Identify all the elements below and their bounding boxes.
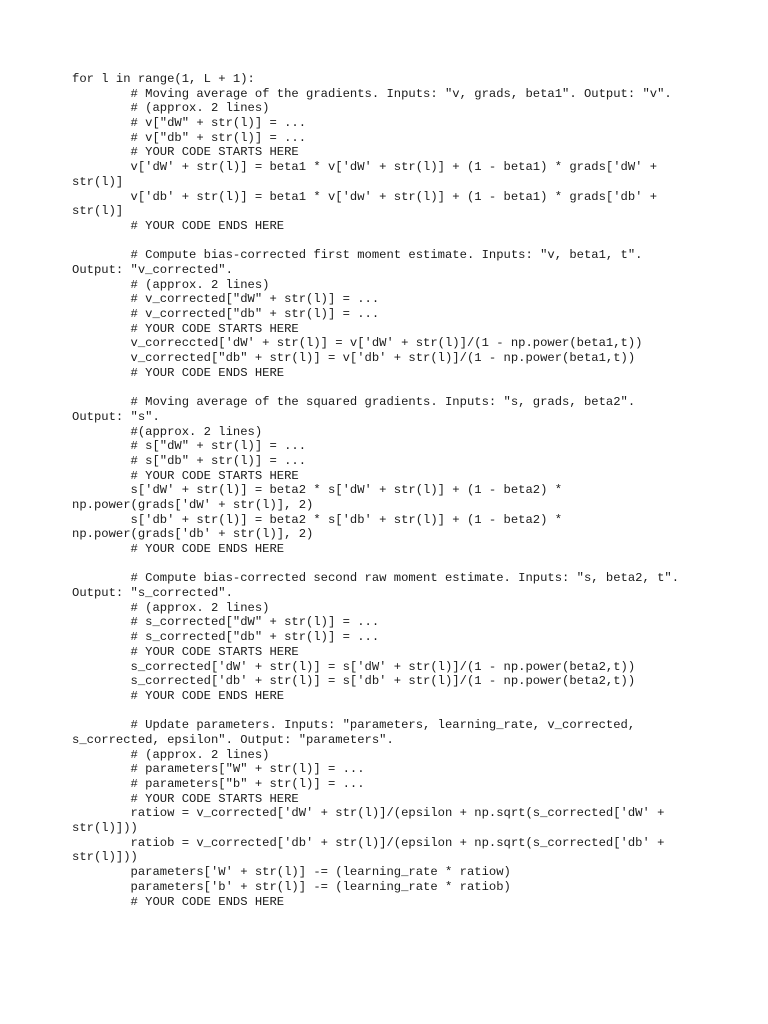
code-line: # (approx. 2 lines) xyxy=(72,101,270,116)
code-line: # YOUR CODE ENDS HERE xyxy=(72,894,285,909)
code-line: # parameters["W" + str(l)] = ... xyxy=(72,762,365,777)
code-line: # v_corrected["db" + str(l)] = ... xyxy=(72,307,380,321)
code-line xyxy=(72,704,692,719)
code-line: str(l)] xyxy=(72,204,124,219)
code-line: # v_corrected["dW" + str(l)] = ... xyxy=(72,292,380,307)
code-line: # v["dW" + str(l)] = ... xyxy=(72,116,307,131)
code-line: Output: "v_corrected". xyxy=(72,262,233,277)
code-line: str(l)])) xyxy=(72,850,138,865)
code-line: # YOUR CODE ENDS HERE xyxy=(72,542,285,556)
code-line: # YOUR CODE STARTS HERE xyxy=(72,468,299,483)
code-line: # Moving average of the gradients. Inputs: "v, grads, beta1". Output: "v". xyxy=(72,86,672,101)
code-line: # s["dW" + str(l)] = ... xyxy=(72,439,307,454)
code-line: # Update parameters. Inputs: "parameters, learning_rate, v_corrected, xyxy=(72,718,636,733)
code-line xyxy=(72,557,692,572)
code-line: # (approx. 2 lines) xyxy=(72,747,270,762)
code-line: ratiob = v_corrected['db' + str(l)]/(epsilon + np.sqrt(s_corrected['db' + xyxy=(72,835,665,850)
code-line: np.power(grads['dW' + str(l)], 2) xyxy=(72,497,314,512)
code-line: # Compute bias-corrected second raw moment estimate. Inputs: "s, beta2, t". xyxy=(72,571,680,586)
code-block xyxy=(72,72,692,909)
code-line: parameters['b' + str(l)] -= (learning_rate * ratiob) xyxy=(72,879,511,894)
code-line: # YOUR CODE ENDS HERE xyxy=(72,688,285,703)
code-line: # YOUR CODE STARTS HERE xyxy=(72,321,299,336)
code-line: parameters['W' + str(l)] -= (learning_rate * ratiow) xyxy=(72,865,511,880)
code-line: # YOUR CODE STARTS HERE xyxy=(72,145,299,160)
code-line: # Moving average of the squared gradients. Inputs: "s, grads, beta2". xyxy=(72,395,636,410)
code-line: s['db' + str(l)] = beta2 * s['db' + str(l)] + (1 - beta2) * xyxy=(72,512,563,527)
code-line: # YOUR CODE ENDS HERE xyxy=(72,365,285,380)
code-line: # YOUR CODE STARTS HERE xyxy=(72,791,299,806)
code-line: # v["db" + str(l)] = ... xyxy=(72,130,307,145)
code-line: # YOUR CODE STARTS HERE xyxy=(72,644,299,659)
code-line: # Compute bias-corrected first moment estimate. Inputs: "v, beta1, t". xyxy=(72,248,643,263)
code-line: s_corrected, epsilon". Output: "parameters". xyxy=(72,732,394,747)
code-line: # s["db" + str(l)] = ... xyxy=(72,453,307,468)
code-line: # (approx. 2 lines) xyxy=(72,277,270,292)
code-line: #(approx. 2 lines) xyxy=(72,424,263,439)
code-line: str(l)] xyxy=(72,174,124,189)
code-line: v['db' + str(l)] = beta1 * v['dw' + str(l)] + (1 - beta1) * grads['db' + xyxy=(72,189,658,204)
code-line xyxy=(72,234,692,249)
code-line: # YOUR CODE ENDS HERE xyxy=(72,218,285,233)
code-line: s_corrected['dW' + str(l)] = s['dW' + str(l)]/(1 - np.power(beta2,t)) xyxy=(72,659,636,674)
code-line: s['dW' + str(l)] = beta2 * s['dW' + str(l)] + (1 - beta2) * xyxy=(72,483,563,498)
code-line: s_corrected['db' + str(l)] = s['db' + str(l)]/(1 - np.power(beta2,t)) xyxy=(72,674,636,689)
code-line: # s_corrected["dW" + str(l)] = ... xyxy=(72,615,380,630)
code-line: Output: "s_corrected". xyxy=(72,586,233,601)
code-line: # s_corrected["db" + str(l)] = ... xyxy=(72,630,380,645)
code-line: str(l)])) xyxy=(72,821,138,836)
code-line: for l in range(1, L + 1): xyxy=(72,72,255,86)
code-line: Output: "s". xyxy=(72,409,160,424)
code-line: v_corrected["db" + str(l)] = v['db' + str(l)]/(1 - np.power(beta1,t)) xyxy=(72,351,636,366)
code-line: v_correccted['dW' + str(l)] = v['dW' + str(l)]/(1 - np.power(beta1,t)) xyxy=(72,336,643,351)
code-line: np.power(grads['db' + str(l)], 2) xyxy=(72,527,314,542)
code-line xyxy=(72,380,692,395)
code-line: v['dW' + str(l)] = beta1 * v['dW' + str(l)] + (1 - beta1) * grads['dW' + xyxy=(72,160,658,175)
code-line: # parameters["b" + str(l)] = ... xyxy=(72,777,365,791)
code-line: # (approx. 2 lines) xyxy=(72,600,270,615)
code-line: ratiow = v_corrected['dW' + str(l)]/(epsilon + np.sqrt(s_corrected['dW' + xyxy=(72,806,665,821)
